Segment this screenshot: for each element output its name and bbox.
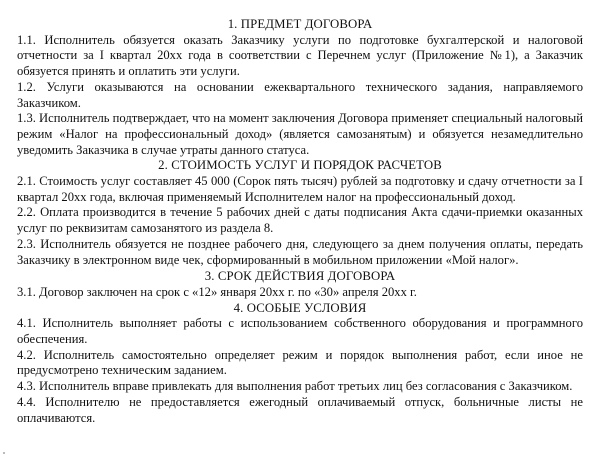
clause-1-3: 1.3. Исполнитель подтверждает, что на момент заключения Договора применяет специальный налоговый режим «Налог на профессиональный доход» (является самозанятым) и обязуется незамедлительно уведомить Заказчика в случае утраты данного статуса. <box>17 111 583 157</box>
clause-4-4: 4.4. Исполнителю не предоставляется ежегодный оплачиваемый отпуск, больничные листы не оплачиваются. <box>17 394 583 425</box>
section-2-heading: 2. СТОИМОСТЬ УСЛУГ И ПОРЯДОК РАСЧЕТОВ <box>158 158 442 173</box>
clause-2-2: 2.2. Оплата производится в течение 5 рабочих дней с даты подписания Акта сдачи-приемки оказанных услуг по реквизитам самозанятого из раздела 8. <box>17 205 583 236</box>
clause-3-1: 3.1. Договор заключен на срок с «12» января 20xx г. по «30» апреля 20xx г. <box>17 284 417 299</box>
clause-4-3: 4.3. Исполнитель вправе привлекать для выполнения работ третьих лиц без согласования с Заказчиком. <box>17 379 573 394</box>
section-3-heading: 3. СРОК ДЕЙСТВИЯ ДОГОВОРА <box>204 269 396 284</box>
clause-2-3: 2.3. Исполнитель обязуется не позднее рабочего дня, следующего за днем получения оплаты, передать Заказчику в электронном виде чек, сформированный в мобильном приложении «Мой налог». <box>17 236 583 267</box>
section-4-heading: 4. ОСОБЫЕ УСЛОВИЯ <box>233 300 367 315</box>
section-1-heading: 1. ПРЕДМЕТ ДОГОВОРА <box>227 17 373 31</box>
clause-1-2: 1.2. Услуги оказываются на основании ежеквартального технического задания, направляемого Заказчиком. <box>17 79 583 110</box>
clause-4-1: 4.1. Исполнитель выполняет работы с использованием собственного оборудования и программного обеспечения. <box>17 316 583 347</box>
clause-1-1: 1.1. Исполнитель обязуется оказать Заказчику услуги по подготовке бухгалтерской и налоговой отчетности за I квартал 20xx года в соответствии с Перечнем услуг (Приложение №1), а Заказчик обязуется принять и оплатить эти услуги. <box>17 32 583 79</box>
clause-2-1: 2.1. Стоимость услуг составляет 45 000 (Сорок пять тысяч) рублей за подготовку и сдачу отчетности за I квартал 20xx года, включая применяемый Исполнителем налог на профессиональный доход. <box>17 174 583 204</box>
clause-4-2: 4.2. Исполнитель самостоятельно определяет режим и порядок выполнения работ, если иное не предусмотрено техническим заданием. <box>17 347 583 378</box>
page-corner-mark <box>3 452 5 454</box>
